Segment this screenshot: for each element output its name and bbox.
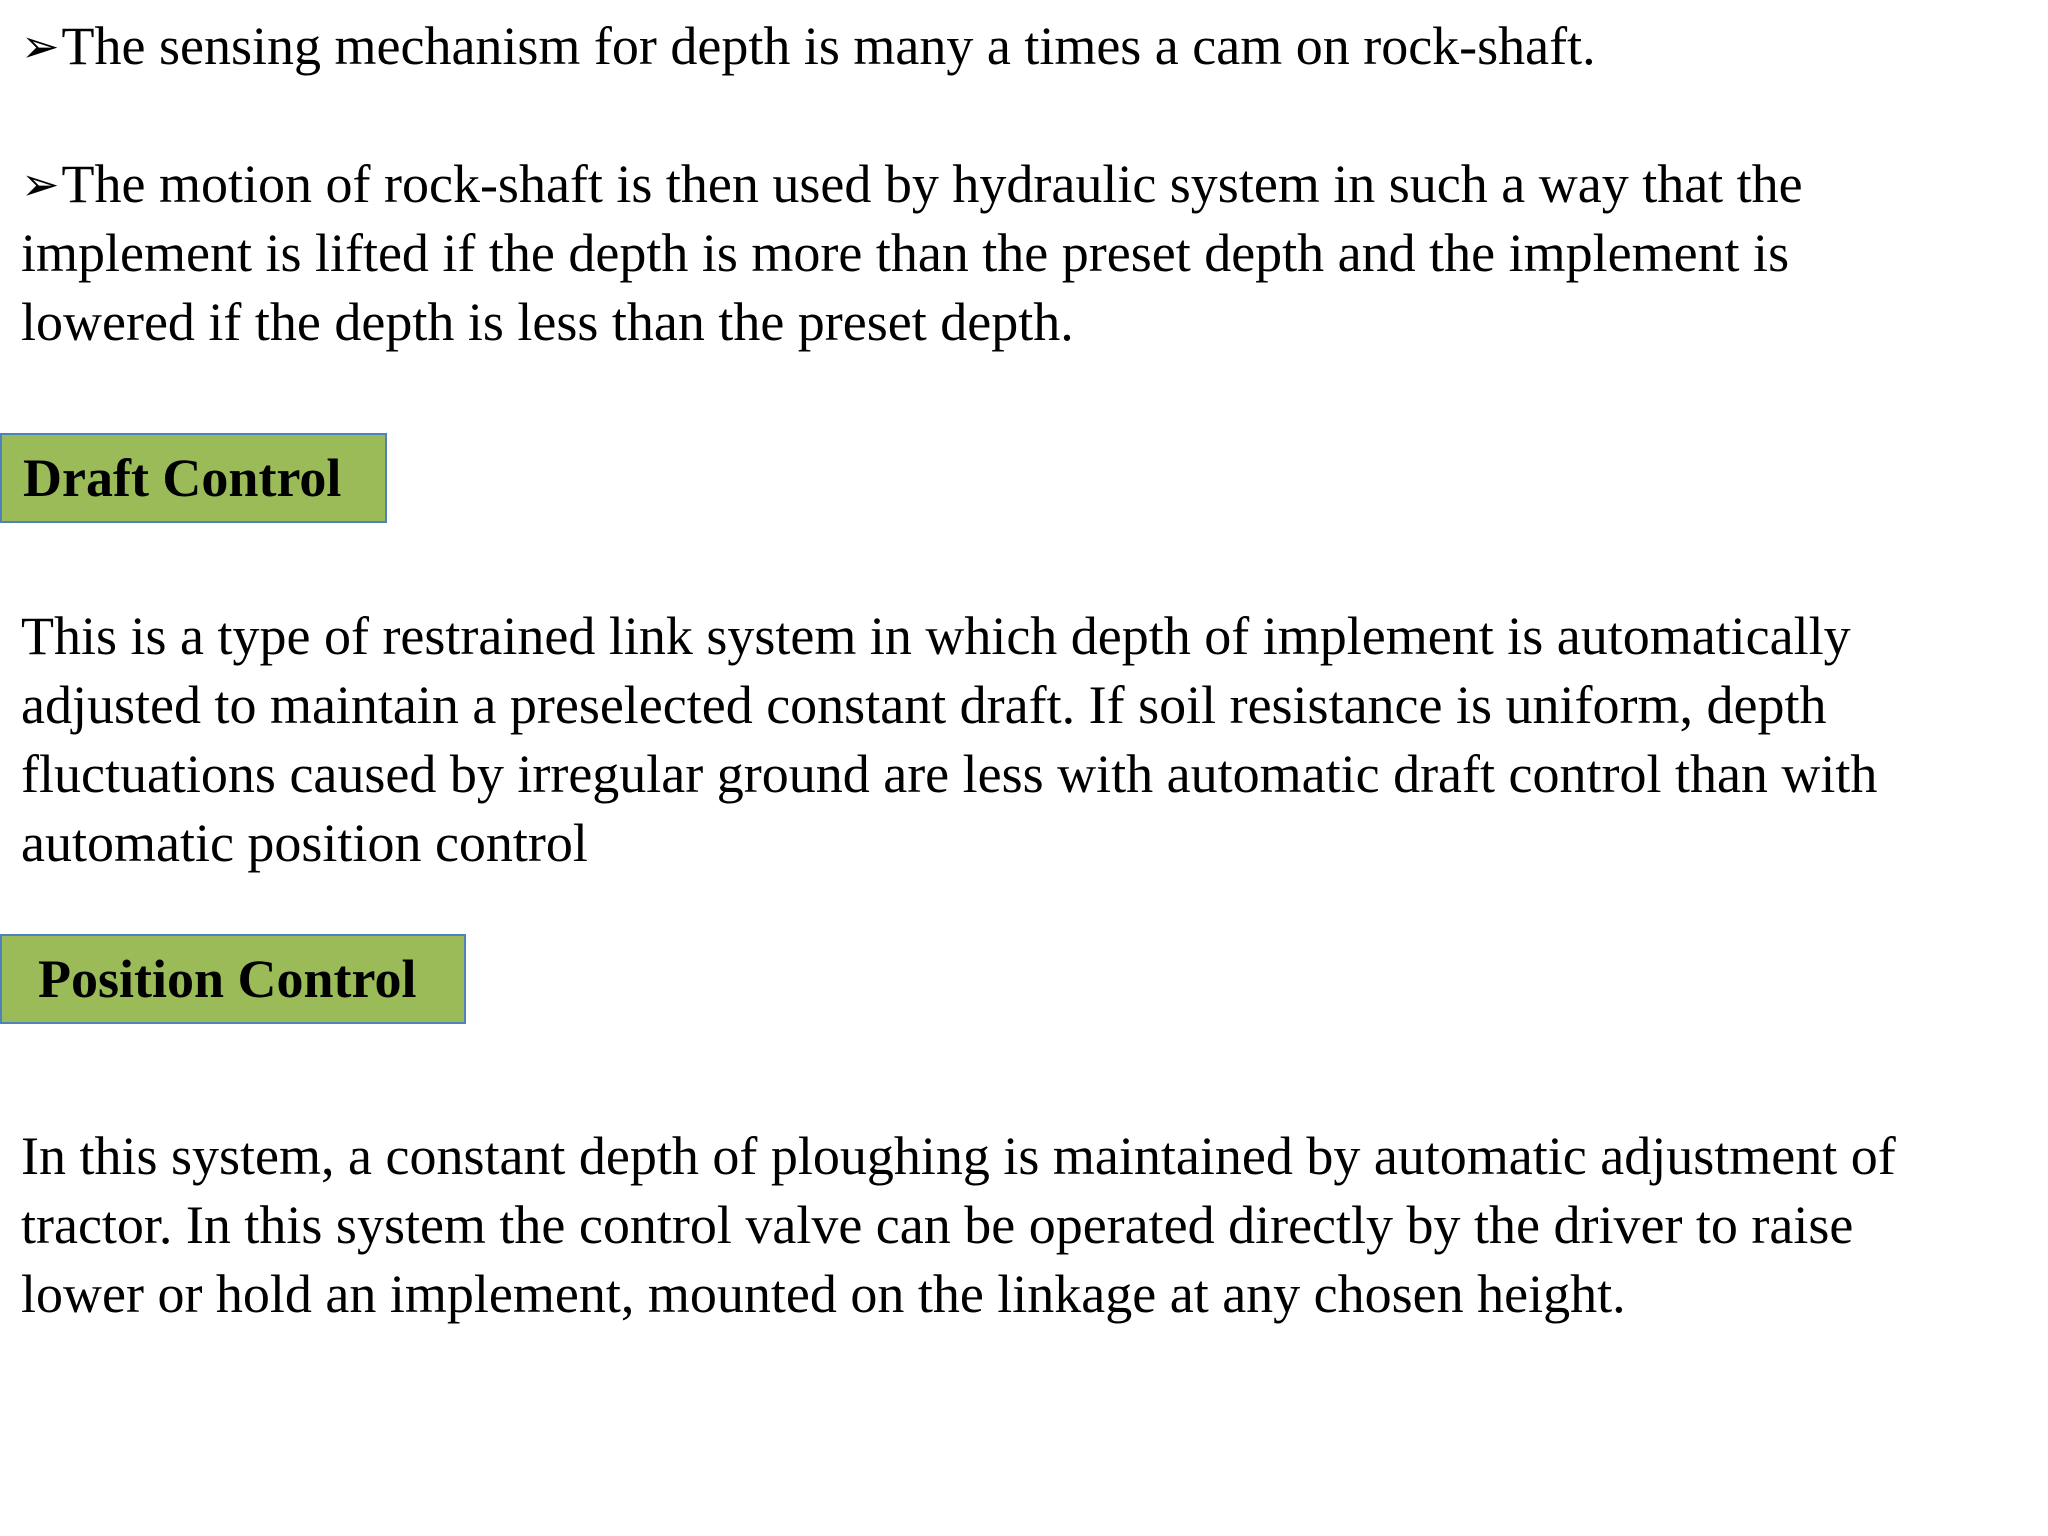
bullet-paragraph-1 [21, 12, 2026, 81]
text-line: fluctuations caused by irregular ground are less with automatic draft control than with [21, 744, 1878, 804]
text-line: ➢The motion of rock-shaft is then used by hydraulic system in such a way that the [21, 150, 2026, 219]
text-line: implement is lifted if the depth is more than the preset depth and the implement is [21, 223, 1790, 283]
bullet-paragraph-2 [21, 150, 2026, 357]
arrow-bullet-icon: ➢ [21, 157, 60, 211]
arrow-bullet-icon: ➢ [21, 19, 60, 73]
position-control-heading: Position Control [0, 934, 466, 1024]
draft-control-paragraph [21, 602, 2026, 878]
draft-control-heading: Draft Control [0, 433, 387, 523]
text-line: lower or hold an implement, mounted on the linkage at any chosen height. [21, 1264, 1626, 1324]
text-line: In this system, a constant depth of ploughing is maintained by automatic adjustment of [21, 1126, 1896, 1186]
text-line: ➢The sensing mechanism for depth is many a times a cam on rock-shaft. [21, 12, 2026, 81]
text-line: tractor. In this system the control valve can be operated directly by the driver to raise [21, 1195, 1854, 1255]
text-line: automatic position control [21, 813, 588, 873]
text-line: lowered if the depth is less than the preset depth. [21, 292, 1074, 352]
position-control-paragraph [21, 1122, 2026, 1329]
text-line: adjusted to maintain a preselected constant draft. If soil resistance is uniform, depth [21, 675, 1827, 735]
text-line: This is a type of restrained link system in which depth of implement is automatically [21, 606, 1851, 666]
